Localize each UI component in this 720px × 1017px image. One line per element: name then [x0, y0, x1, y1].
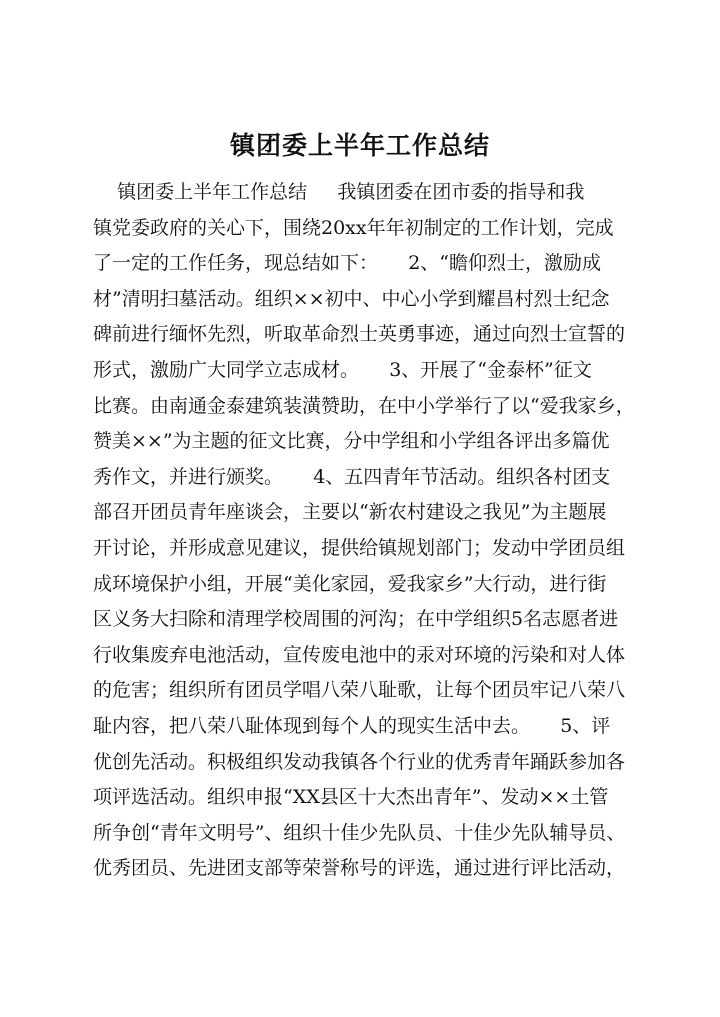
body-line: 的危害；组织所有团员学唱八荣八耻歌，让每个团员牢记八荣八 — [93, 679, 626, 702]
body-line: 开讨论，并形成意见建议，提供给镇规划部门；发动中学团员组 — [93, 536, 626, 559]
body-line: 行收集废弃电池活动，宣传废电池中的汞对环境的污染和对人体 — [93, 643, 626, 666]
body-line: 部召开团员青年座谈会，主要以“新农村建设之我见”为主题展 — [93, 501, 607, 524]
body-line: 材”清明扫墓活动。组织××初中、中心小学到耀昌村烈士纪念 — [93, 287, 610, 310]
body-line: 优创先活动。积极组织发动我镇各个行业的优秀青年踊跃参加各 — [93, 750, 626, 773]
body-line: 成环境保护小组，开展“美化家园，爱我家乡”大行动，进行街 — [93, 572, 607, 595]
body-line: 项评选活动。组织申报“XX县区十大杰出青年”、发动××土管 — [93, 786, 609, 809]
body-line: 赞美××”为主题的征文比赛，分中学组和小学组各评出多篇优 — [93, 430, 610, 453]
body-line: 了一定的工作任务，现总结如下： 2、“瞻仰烈士，激励成 — [93, 252, 602, 275]
body-line: 形式，激励广大同学立志成材。 3、开展了“金泰杯”征文 — [93, 358, 592, 381]
document-title: 镇团委上半年工作总结 — [229, 131, 490, 160]
body-line: 比赛。由南通金泰建筑装潢赞助，在中小学举行了以“爱我家乡， — [93, 394, 635, 417]
body-line: 耻内容，把八荣八耻体现到每个人的现实生活中去。 5、评 — [93, 714, 611, 737]
body-line: 镇党委政府的关心下，围绕20xx年年初制定的工作计划，完成 — [93, 216, 614, 239]
document-body — [93, 175, 653, 887]
body-line: 碑前进行缅怀先烈，听取革命烈士英勇事迹，通过向烈士宣誓的 — [93, 323, 626, 346]
body-line: 所争创“青年文明号”、组织十佳少先队员、十佳少先队辅导员、 — [93, 821, 626, 844]
body-line: 镇团委上半年工作总结 我镇团委在团市委的指导和我 — [93, 181, 585, 203]
body-line: 优秀团员、先进团支部等荣誉称号的评选，通过进行评比活动， — [93, 857, 626, 880]
body-line: 秀作文，并进行颁奖。 4、五四青年节活动。组织各村团支 — [93, 465, 611, 488]
body-line: 区义务大扫除和清理学校周围的河沟；在中学组织5名志愿者进 — [93, 608, 619, 631]
